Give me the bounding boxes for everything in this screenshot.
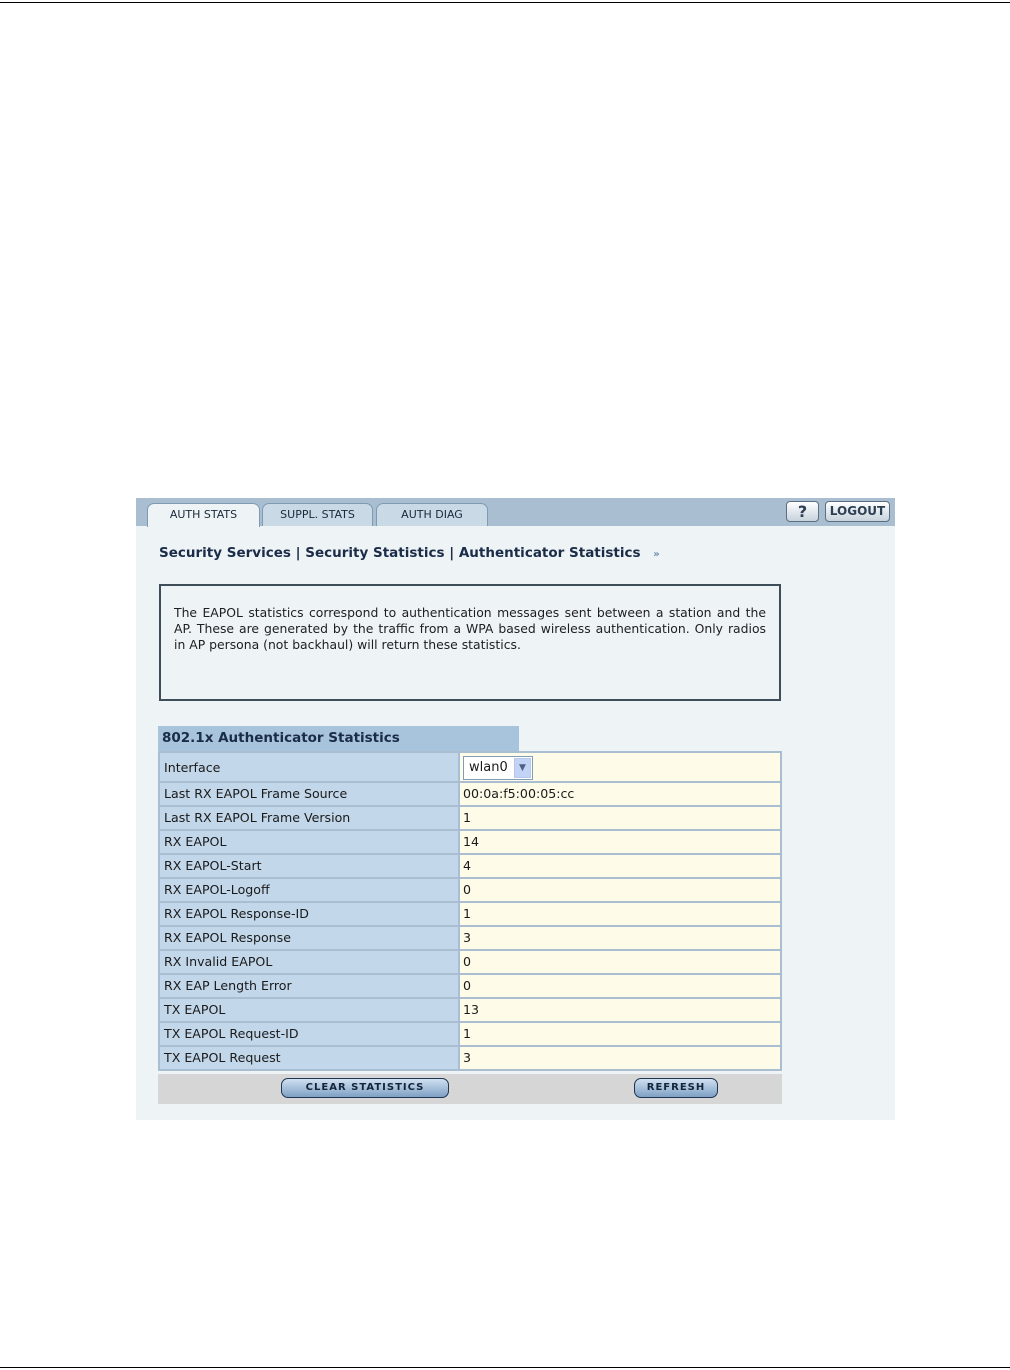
row-label: RX EAPOL bbox=[158, 831, 458, 853]
row-label: TX EAPOL Request bbox=[158, 1047, 458, 1069]
breadcrumb-separator: | bbox=[295, 545, 301, 561]
info-box bbox=[159, 584, 781, 701]
breadcrumb-item-security-services[interactable]: Security Services bbox=[159, 545, 291, 561]
breadcrumb-separator: | bbox=[449, 545, 455, 561]
table-row bbox=[158, 1023, 782, 1047]
row-label: RX EAPOL Response-ID bbox=[158, 903, 458, 925]
table-row bbox=[158, 999, 782, 1023]
table-row bbox=[158, 807, 782, 831]
row-label: RX EAP Length Error bbox=[158, 975, 458, 997]
app-window bbox=[136, 498, 895, 1120]
page-top-rule bbox=[0, 2, 1010, 3]
row-value: 1 bbox=[458, 807, 782, 829]
row-value: 13 bbox=[458, 999, 782, 1021]
row-label: Last RX EAPOL Frame Source bbox=[158, 783, 458, 805]
info-text: The EAPOL statistics correspond to authentication messages sent between a station and the AP. These are generated by the traffic from a WPA based wireless authentication. Only radios in AP persona (not backhaul) will return these statistics. bbox=[174, 605, 766, 652]
table-row bbox=[158, 927, 782, 951]
table-row bbox=[158, 951, 782, 975]
table-row bbox=[158, 855, 782, 879]
row-value: 0 bbox=[458, 879, 782, 901]
double-chevron-right-icon: » bbox=[653, 549, 660, 560]
table-row bbox=[158, 879, 782, 903]
table-row bbox=[158, 1047, 782, 1071]
tab-bar bbox=[136, 498, 895, 526]
breadcrumb bbox=[159, 545, 660, 561]
table-row bbox=[158, 831, 782, 855]
row-value: 4 bbox=[458, 855, 782, 877]
row-value: 3 bbox=[458, 1047, 782, 1069]
refresh-button[interactable]: REFRESH bbox=[634, 1078, 718, 1098]
table-row bbox=[158, 903, 782, 927]
row-label: RX EAPOL Response bbox=[158, 927, 458, 949]
tab-auth-diag[interactable]: AUTH DIAG bbox=[376, 503, 488, 526]
page-bottom-rule bbox=[0, 1367, 1010, 1368]
row-label: Interface bbox=[158, 753, 458, 781]
table-row-interface bbox=[158, 751, 782, 783]
stats-table bbox=[158, 751, 782, 1071]
row-value: 0 bbox=[458, 951, 782, 973]
row-value: 1 bbox=[458, 903, 782, 925]
panel-title: 802.1x Authenticator Statistics bbox=[158, 726, 519, 751]
clear-statistics-button[interactable]: CLEAR STATISTICS bbox=[281, 1078, 449, 1098]
tab-auth-stats[interactable]: AUTH STATS bbox=[147, 503, 260, 527]
interface-select-value: wlan0 bbox=[469, 760, 508, 775]
row-value: 0 bbox=[458, 975, 782, 997]
button-bar bbox=[158, 1074, 782, 1104]
table-row bbox=[158, 975, 782, 999]
logout-button[interactable]: LOGOUT bbox=[825, 501, 890, 522]
row-value: 1 bbox=[458, 1023, 782, 1045]
row-label: TX EAPOL Request-ID bbox=[158, 1023, 458, 1045]
row-value: 14 bbox=[458, 831, 782, 853]
row-value: 3 bbox=[458, 927, 782, 949]
help-button[interactable]: ? bbox=[786, 501, 819, 522]
table-row bbox=[158, 783, 782, 807]
breadcrumb-item-security-statistics[interactable]: Security Statistics bbox=[305, 545, 445, 561]
chevron-down-icon[interactable]: ▼ bbox=[514, 758, 531, 778]
row-label: RX EAPOL-Logoff bbox=[158, 879, 458, 901]
row-label: RX Invalid EAPOL bbox=[158, 951, 458, 973]
row-label: RX EAPOL-Start bbox=[158, 855, 458, 877]
tab-suppl-stats[interactable]: SUPPL. STATS bbox=[262, 503, 373, 526]
row-value bbox=[458, 753, 782, 781]
row-value: 00:0a:f5:00:05:cc bbox=[458, 783, 782, 805]
interface-select[interactable] bbox=[463, 756, 533, 780]
breadcrumb-item-authenticator-statistics: Authenticator Statistics bbox=[458, 545, 641, 561]
row-label: Last RX EAPOL Frame Version bbox=[158, 807, 458, 829]
row-label: TX EAPOL bbox=[158, 999, 458, 1021]
